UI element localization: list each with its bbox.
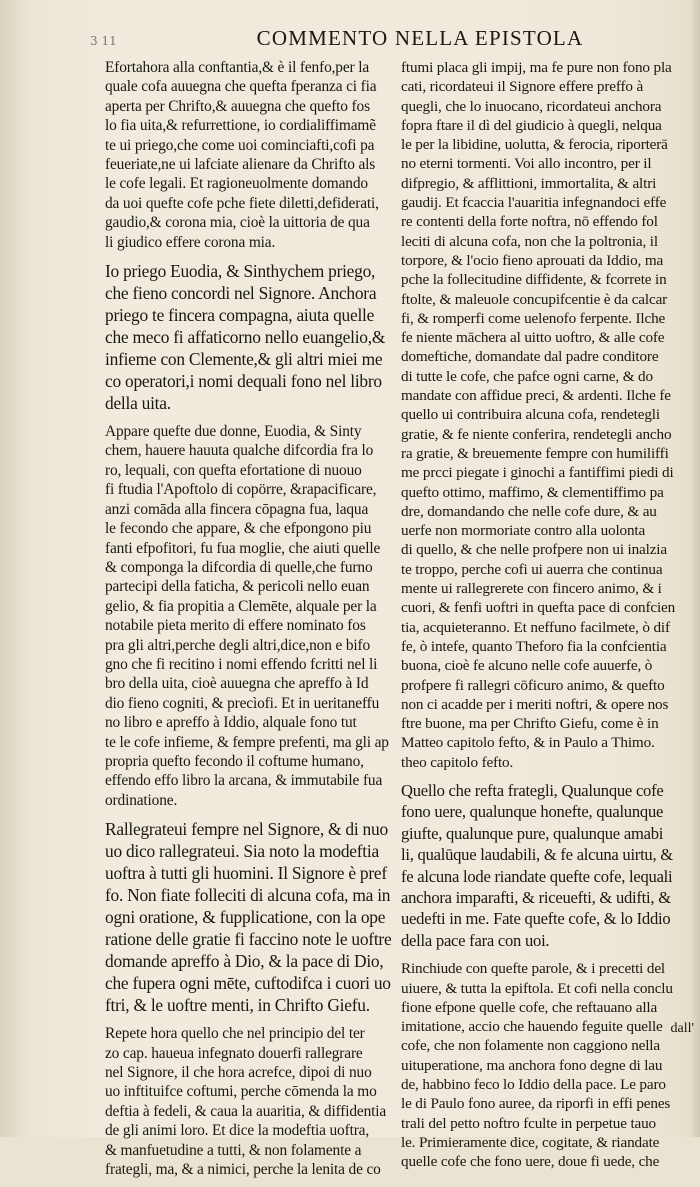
commentary-paragraph: Repete hora quello che nel principio del ter zo cap. haueua infegnato douerfi rallegrare nel Signore, il che hora acrefce, dipoi di nuo uo inftituifce coftumi, perche cōmenda la mo deftia à fedeli, & caua la auaritia, & diffidentia de gli animi loro. Et dice la modeftia uoftra, & manfuetudine a tutti, & non folamente a frategli, ma, & a nimici, perche la lenita de co xyxy=(105,1025,387,1179)
commentary-paragraph: Efortahora alla conftantia,& è il fenfo,per la quale cofa auuegna che quefta fperanza ci fia aperta per Chrifto,& auuegna che quefto fos lo fia uita,& refurrettione, io cordialiffimamẽ te ui priego,che come uoi cominciafti,cofi pa feueriate,ne ui lafciate alienare da Chrifto als le cofe legali. Et ragioneuolmente domando da uoi quefte cofe pche fiete diletti,defiderati, gaudio,& corona mia, cioè la uittoria de qua li giudico effere corona mia. xyxy=(105,59,379,251)
folio-number: 3 11 xyxy=(90,34,117,48)
scripture-paragraph: Io priego Euodia, & Sinthychem priego, che fieno concordi nel Signore. Anchora priego te fincera compagna, aiuta quelle che meco fi affaticorno nello euangelio,& infieme con Clemente,& gli altri miei me co operatori,i nomi dequali fono nel libro della uita. xyxy=(105,261,386,414)
running-head: COMMENTO NELLA EPISTOLA xyxy=(256,26,584,50)
catchword: dall' xyxy=(670,1021,694,1036)
left-column xyxy=(105,58,397,1187)
scripture-paragraph: Rallegrateui fempre nel Signore, & di nuo uo dico rallegrateui. Sia noto la modeftia uoftra à tutti gli huomini. Il Signore è pref fo. Non fiate folleciti di alcuna cofa, ma in ogni oratione, & fupplicatione, con la ope ratione delle gratie fi faccino note le uoftre domande apreffo à Dio, & la pace di Dio, che fupera ogni mēte, cuftodifca i cuori uo ftri, & le uoftre menti, in Chrifto Giefu. xyxy=(105,819,392,1016)
commentary-paragraph: Rinchiude con quefte parole, & i precetti del uiuere, & tutta la epiftola. Et cofi nella conclu fione efpone quelle cofe, che reftauano alla imitatione, accio che hauendo feguite quelle cofe, che non folamente non caggiono nella uituperatione, ma anchora fono degne di lau de, habbino feco lo Iddio della pace. Le paro le di Paulo fono auree, da riporfi in effi penes trali del petto noftro fculte in perpetue tauo le. Primieramente dice, cogitate, & riandate quelle cofe che fono uere, doue fi uede, che xyxy=(401,960,673,1171)
commentary-paragraph: ftumi placa gli impij, ma fe pure non fono pla cati, ricordateui il Signore effere preffo à quegli, che lo inuocano, ricordateui anchora fopra ftare il dì del giudicio à quegli, nelqua le per la libidine, uolutta, & ferocia, riporterā no eterni tormenti. Voi allo incontro, per il difpregio, & afflittioni, immortalita, & altri gaudij. Et fcaccia l'auaritia infegnandoci effe re contenti della forte noftra, nō effendo fol leciti di alcuna cofa, non che la poltronia, il torpore, & l'ocio fieno aprouati da Iddio, ma pche la follecitudine diffidente, & fcorrete in ftolte, & maleuole concupifcentie è da calcar fi, & romperfi come uelenofo ferpente. Ilche fe niente māchera al uitto uoftro, & alle cofe domeftiche, domandate dal padre conditore di tutte le cofe, che pafce ogni carne, & do mandate con affidue preci, & ardenti. Ilche fe quello ui contribuira alcuna cofa, rendetegli gratie, & fe niente conferira, rendetegli ancho ra gratie, & breuemente fempre con humiliffi me prcci piegate i ginochi a fantiffimi piedi di quefto ottimo, maffimo, & clementiffimo pa dre, domandando che nelle cofe dure, & au uerfe non mormoriate contro alla uolonta di quello, & che nelle profpere non ui inalzia te troppo, perche cofi ui auerra che continua mente ui rallegrerete con fincero animo, & i cuori, & fenfi uoftri in quefta pace di confcien tia, acquieteranno. Et neffuno facilmete, ò dif fe, ò intefe, quanto Theforo fia la confcientia buona, cioè fe alcuno nelle cofe auuerfe, ò profpere fi rallegri cōficuro animo, & quefto non ci acadde per i meriti noftri, & opere nos ftre buone, ma per Chrifto Giefu, come è in Matteo capitolo fefto, & in Paulo a Thimo. theo capitolo fefto. xyxy=(401,59,676,771)
right-column xyxy=(401,58,687,1180)
commentary-paragraph: Appare quefte due donne, Euodia, & Sinty chem, hauere hauuta qualche difcordia fra lo ro, lequali, con quefta efortatione di nuouo fi ftudia l'Apoftolo di copörre, &rapacificare, anzi comāda alla fincera cōpagna fua, laqua le fecondo che appare, & che efpongono piu fanti efpofitori, fu fua moglie, che aiuti quelle & componga la difcordia di quelle,che furno partecipi della faticha, & pericoli nello euan gelio, & fia propitia a Clemēte, alquale per la notabile pieta merito di effere nominato fos pra gli altri,perche degli altri,dice,non e bifo gno che fi recitino i nomi effendo fcritti nel li bro della uita, cioè auuegna che apreffo à Id dio fieno cogniti, & precìofi. Et in ueritaneffu no libro e apreffo à Iddio, alquale fono tut te le cofe infieme, & fempre prefenti, ma gli ap propria quefto fecondo il coftume humano, effendo effo libro la arcana, & immutabile fua ordinatione. xyxy=(105,423,389,809)
scripture-paragraph: Quello che refta frategli, Qualunque cofe fono uere, qualunque honefte, qualunque giufte, qualunque pure, qualunque amabi li, qualūque laudabili, & fe alcuna uirtu, & fe alcuna lode riandate quefte cofe, lequali anchora imparafti, & riceuefti, & udifti, & uedefti in me. Fate quefte cofe, & lo Iddio della pace fara con uoi. xyxy=(401,780,673,950)
